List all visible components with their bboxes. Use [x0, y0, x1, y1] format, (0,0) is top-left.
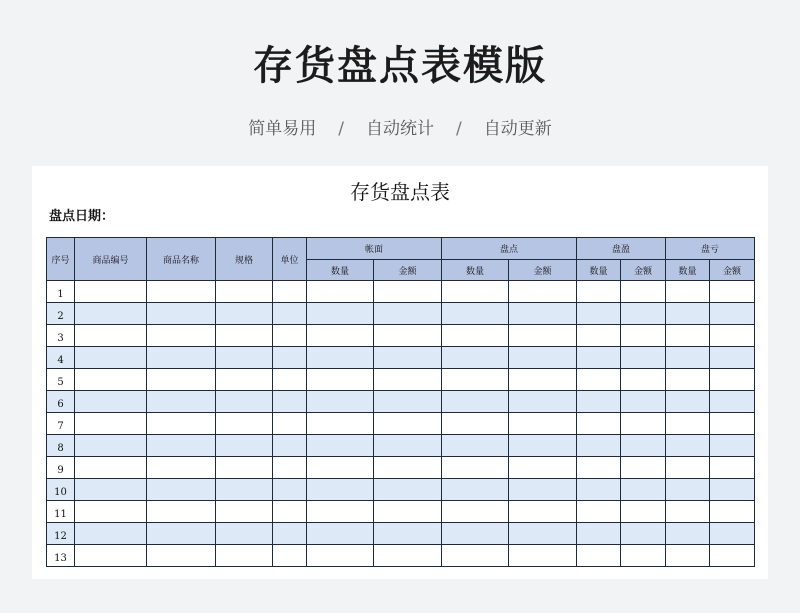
table-cell[interactable]: [75, 413, 147, 435]
row-number: 3: [47, 325, 75, 347]
header-amount: 金额: [509, 260, 577, 281]
count-date-label: 盘点日期：: [49, 209, 115, 224]
table-cell[interactable]: [442, 391, 509, 413]
table-row: [47, 325, 755, 347]
header-spec: 规格: [216, 238, 273, 281]
table-row: [47, 435, 755, 457]
table-cell[interactable]: [147, 391, 216, 413]
table-cell[interactable]: [710, 523, 755, 545]
table-cell[interactable]: [307, 369, 374, 391]
header-index: 序号: [47, 238, 75, 281]
table-cell[interactable]: [666, 347, 710, 369]
table-cell[interactable]: [216, 501, 273, 523]
table-cell[interactable]: [75, 479, 147, 501]
table-cell[interactable]: [307, 501, 374, 523]
tag-separator: /: [456, 119, 462, 139]
table-cell[interactable]: [75, 369, 147, 391]
table-cell[interactable]: [374, 545, 442, 567]
row-number: 7: [47, 413, 75, 435]
table-cell[interactable]: [621, 523, 666, 545]
table-cell[interactable]: [273, 281, 307, 303]
table-cell[interactable]: [273, 303, 307, 325]
header-qty: 数量: [442, 260, 509, 281]
row-number: 2: [47, 303, 75, 325]
table-cell[interactable]: [710, 391, 755, 413]
table-row: [47, 545, 755, 567]
table-cell[interactable]: [307, 457, 374, 479]
table-cell[interactable]: [666, 545, 710, 567]
table-cell[interactable]: [147, 479, 216, 501]
table-cell[interactable]: [273, 479, 307, 501]
table-cell[interactable]: [666, 457, 710, 479]
header-qty: 数量: [577, 260, 621, 281]
table-cell[interactable]: [621, 347, 666, 369]
table-cell[interactable]: [509, 303, 577, 325]
table-cell[interactable]: [147, 523, 216, 545]
table-cell[interactable]: [621, 435, 666, 457]
table-cell[interactable]: [442, 281, 509, 303]
table-cell[interactable]: [442, 479, 509, 501]
header-deficit: 盘亏: [666, 238, 755, 260]
table-cell[interactable]: [307, 281, 374, 303]
table-cell[interactable]: [710, 545, 755, 567]
table-cell[interactable]: [442, 435, 509, 457]
table-cell[interactable]: [307, 347, 374, 369]
table-cell[interactable]: [710, 413, 755, 435]
table-cell[interactable]: [216, 347, 273, 369]
table-cell[interactable]: [442, 369, 509, 391]
table-cell[interactable]: [666, 325, 710, 347]
table-cell[interactable]: [374, 501, 442, 523]
table-cell[interactable]: [75, 523, 147, 545]
row-number: 6: [47, 391, 75, 413]
table-cell[interactable]: [307, 435, 374, 457]
table-cell[interactable]: [710, 325, 755, 347]
header-book: 帐面: [307, 238, 442, 260]
table-cell[interactable]: [666, 303, 710, 325]
table-cell[interactable]: [509, 281, 577, 303]
table-cell[interactable]: [147, 457, 216, 479]
header-unit: 单位: [273, 238, 307, 281]
row-number: 8: [47, 435, 75, 457]
table-cell[interactable]: [509, 391, 577, 413]
table-cell[interactable]: [307, 479, 374, 501]
table-cell[interactable]: [147, 545, 216, 567]
table-cell[interactable]: [509, 545, 577, 567]
table-cell[interactable]: [374, 303, 442, 325]
table-cell[interactable]: [273, 391, 307, 413]
table-cell[interactable]: [442, 501, 509, 523]
table-cell[interactable]: [577, 435, 621, 457]
table-cell[interactable]: [710, 457, 755, 479]
row-number: 9: [47, 457, 75, 479]
table-cell[interactable]: [710, 303, 755, 325]
table-cell[interactable]: [216, 391, 273, 413]
table-cell[interactable]: [147, 369, 216, 391]
table-cell[interactable]: [621, 413, 666, 435]
table-cell[interactable]: [374, 347, 442, 369]
table-cell[interactable]: [273, 369, 307, 391]
table-cell[interactable]: [273, 413, 307, 435]
header-amount: 金额: [710, 260, 755, 281]
table-cell[interactable]: [442, 347, 509, 369]
header-name: 商品名称: [147, 238, 216, 281]
header-amount: 金额: [374, 260, 442, 281]
header-qty: 数量: [307, 260, 374, 281]
table-cell[interactable]: [710, 347, 755, 369]
table-cell[interactable]: [75, 325, 147, 347]
table-cell[interactable]: [216, 545, 273, 567]
table-cell[interactable]: [666, 413, 710, 435]
table-cell[interactable]: [666, 479, 710, 501]
table-cell[interactable]: [577, 325, 621, 347]
table-cell[interactable]: [710, 479, 755, 501]
sheet-title: 存货盘点表: [350, 180, 450, 204]
table-cell[interactable]: [621, 369, 666, 391]
table-row: [47, 457, 755, 479]
table-cell[interactable]: [666, 369, 710, 391]
table-cell[interactable]: [147, 325, 216, 347]
table-cell[interactable]: [509, 523, 577, 545]
table-cell[interactable]: [710, 435, 755, 457]
row-number: 11: [47, 501, 75, 523]
table-cell[interactable]: [374, 413, 442, 435]
table-cell[interactable]: [147, 303, 216, 325]
table-cell[interactable]: [216, 479, 273, 501]
table-cell[interactable]: [307, 325, 374, 347]
table-cell[interactable]: [273, 523, 307, 545]
table-cell[interactable]: [577, 369, 621, 391]
header-surplus: 盘盈: [577, 238, 666, 260]
table-row: [47, 369, 755, 391]
table-cell[interactable]: [374, 325, 442, 347]
table-cell[interactable]: [577, 391, 621, 413]
table-cell[interactable]: [577, 457, 621, 479]
table-cell[interactable]: [442, 523, 509, 545]
table-row: [47, 391, 755, 413]
table-cell[interactable]: [509, 325, 577, 347]
row-number: 1: [47, 281, 75, 303]
row-number: 5: [47, 369, 75, 391]
spreadsheet-preview: [32, 166, 768, 579]
page-title: 存货盘点表模版: [253, 43, 547, 89]
table-cell[interactable]: [577, 545, 621, 567]
table-cell[interactable]: [621, 303, 666, 325]
table-row: [47, 501, 755, 523]
table-cell[interactable]: [374, 391, 442, 413]
table-cell[interactable]: [147, 435, 216, 457]
table-row: [47, 303, 755, 325]
table-cell[interactable]: [216, 435, 273, 457]
table-cell[interactable]: [216, 413, 273, 435]
table-cell[interactable]: [75, 303, 147, 325]
feature-tag: 自动更新: [483, 119, 552, 139]
table-cell[interactable]: [75, 281, 147, 303]
table-cell[interactable]: [307, 523, 374, 545]
table-cell[interactable]: [509, 413, 577, 435]
table-cell[interactable]: [666, 435, 710, 457]
table-cell[interactable]: [666, 281, 710, 303]
tag-separator: /: [338, 119, 344, 139]
table-cell[interactable]: [442, 413, 509, 435]
table-cell[interactable]: [216, 281, 273, 303]
table-cell[interactable]: [666, 391, 710, 413]
table-cell[interactable]: [216, 523, 273, 545]
table-cell[interactable]: [509, 457, 577, 479]
row-number: 13: [47, 545, 75, 567]
feature-tags: [0, 114, 800, 139]
table-row: [47, 281, 755, 303]
table-cell[interactable]: [374, 523, 442, 545]
table-cell[interactable]: [710, 369, 755, 391]
table-cell[interactable]: [666, 523, 710, 545]
table-cell[interactable]: [621, 325, 666, 347]
table-cell[interactable]: [442, 545, 509, 567]
header-count: 盘点: [442, 238, 577, 260]
header-code: 商品编号: [75, 238, 147, 281]
table-cell[interactable]: [273, 325, 307, 347]
table-cell[interactable]: [666, 501, 710, 523]
table-row: [47, 347, 755, 369]
table-cell[interactable]: [75, 457, 147, 479]
table-cell[interactable]: [577, 303, 621, 325]
table-cell[interactable]: [147, 501, 216, 523]
table-cell[interactable]: [509, 347, 577, 369]
table-cell[interactable]: [307, 391, 374, 413]
table-cell[interactable]: [216, 325, 273, 347]
table-cell[interactable]: [621, 391, 666, 413]
table-cell[interactable]: [374, 457, 442, 479]
table-cell[interactable]: [577, 523, 621, 545]
row-number: 4: [47, 347, 75, 369]
table-cell[interactable]: [621, 501, 666, 523]
table-cell[interactable]: [621, 281, 666, 303]
table-cell[interactable]: [710, 501, 755, 523]
inventory-table: [46, 237, 755, 567]
table-cell[interactable]: [273, 545, 307, 567]
table-cell[interactable]: [374, 479, 442, 501]
table-body: [47, 281, 755, 567]
table-cell[interactable]: [509, 479, 577, 501]
table-cell[interactable]: [273, 501, 307, 523]
header-amount: 金额: [621, 260, 666, 281]
table-cell[interactable]: [273, 347, 307, 369]
table-cell[interactable]: [374, 281, 442, 303]
table-cell[interactable]: [307, 303, 374, 325]
table-cell[interactable]: [75, 391, 147, 413]
table-cell[interactable]: [374, 369, 442, 391]
table-cell[interactable]: [273, 435, 307, 457]
table-cell[interactable]: [75, 347, 147, 369]
table-cell[interactable]: [216, 369, 273, 391]
table-cell[interactable]: [577, 281, 621, 303]
table-row: [47, 413, 755, 435]
table-cell[interactable]: [374, 435, 442, 457]
header-qty: 数量: [666, 260, 710, 281]
table-cell[interactable]: [621, 457, 666, 479]
table-cell[interactable]: [710, 281, 755, 303]
table-row: [47, 479, 755, 501]
table-cell[interactable]: [621, 479, 666, 501]
table-cell[interactable]: [442, 457, 509, 479]
table-cell[interactable]: [75, 435, 147, 457]
table-cell[interactable]: [147, 281, 216, 303]
table-cell[interactable]: [577, 501, 621, 523]
table-cell[interactable]: [75, 501, 147, 523]
table-cell[interactable]: [216, 303, 273, 325]
feature-tag: 自动统计: [366, 119, 434, 139]
table-cell[interactable]: [621, 545, 666, 567]
table-cell[interactable]: [577, 413, 621, 435]
table-cell[interactable]: [147, 347, 216, 369]
table-cell[interactable]: [442, 303, 509, 325]
table-cell[interactable]: [307, 545, 374, 567]
table-cell[interactable]: [509, 369, 577, 391]
table-cell[interactable]: [75, 545, 147, 567]
table-cell[interactable]: [577, 347, 621, 369]
table-cell[interactable]: [577, 479, 621, 501]
feature-tag: 简单易用: [248, 119, 317, 139]
table-cell[interactable]: [509, 435, 577, 457]
row-number: 10: [47, 479, 75, 501]
table-cell[interactable]: [509, 501, 577, 523]
table-cell[interactable]: [442, 325, 509, 347]
table-cell[interactable]: [273, 457, 307, 479]
table-cell[interactable]: [216, 457, 273, 479]
table-row: [47, 523, 755, 545]
table-cell[interactable]: [147, 413, 216, 435]
table-cell[interactable]: [307, 413, 374, 435]
row-number: 12: [47, 523, 75, 545]
